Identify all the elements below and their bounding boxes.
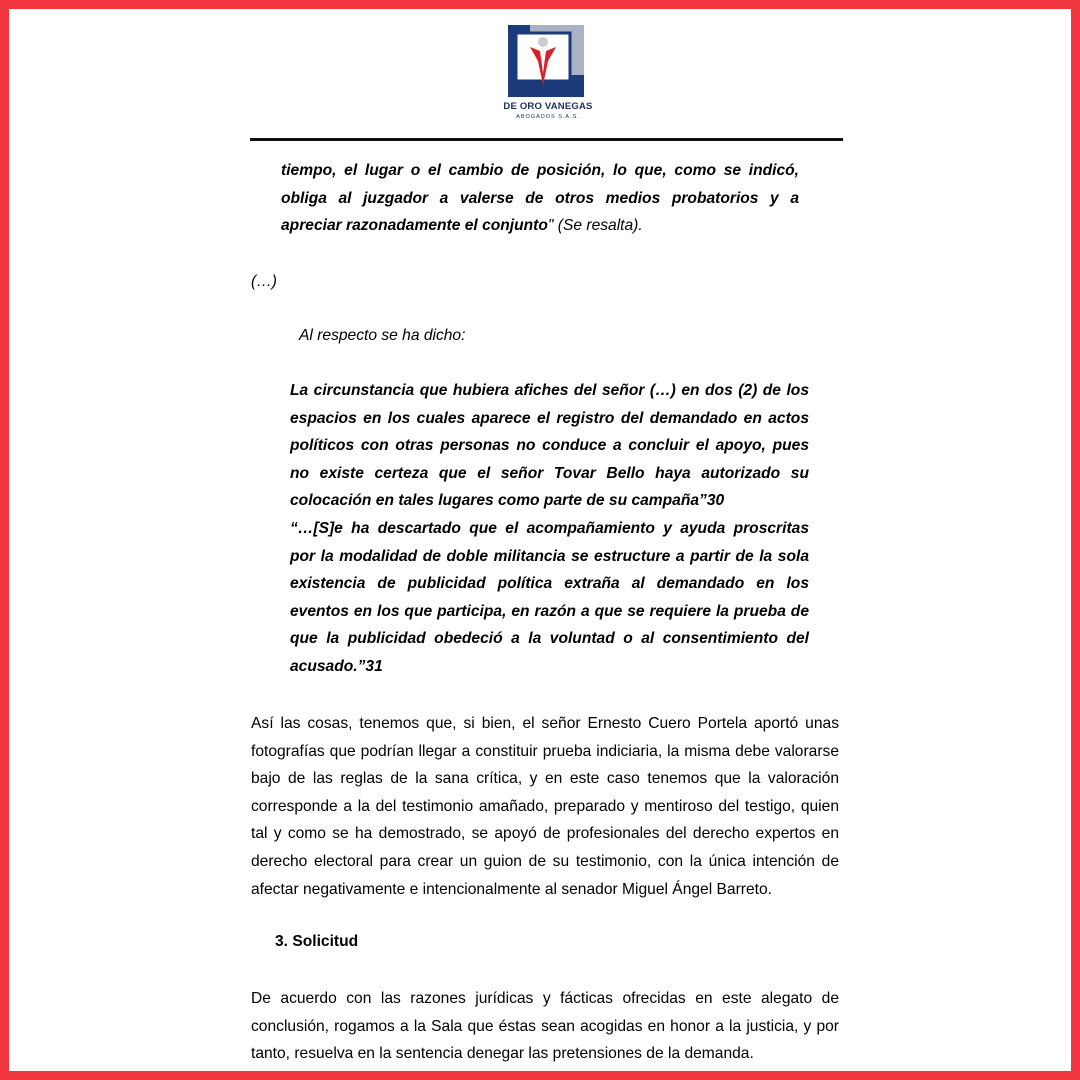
quote-line: obliga al juzgador a valerse de otros medios probatorios y a: [281, 189, 799, 207]
section-heading: 3. Solicitud: [275, 933, 359, 950]
paragraph-line: corresponde a la del testimonio amañado, preparado y mentiroso del testigo, quien: [251, 797, 839, 815]
quote-line: espacios en los cuales aparece el registro del demandado en actos: [290, 409, 809, 427]
quote-line: tiempo, el lugar o el cambio de posición, lo que, como se indicó,: [281, 162, 799, 179]
paragraph-line: tanto, resuelva en la sentencia denegar las pretensiones de la demanda.: [251, 1045, 754, 1063]
paragraph-line: afectar negativamente e intencionalmente al senador Miguel Ángel Barreto.: [251, 880, 772, 898]
quote-line: políticos con otras personas no conduce a concluir el apoyo, pues: [290, 437, 809, 455]
paragraph-line: conclusión, rogamos a la Sala que éstas sean acogidas en honor a la justicia, y por: [251, 1017, 839, 1035]
quote-line: que la publicidad obedeció a la voluntad o al consentimiento del: [290, 630, 809, 648]
intro-line: Al respecto se ha dicho:: [299, 327, 466, 344]
quote-block: [290, 377, 809, 681]
logo-emblem-icon: [498, 21, 598, 101]
firm-subtitle: ABOGADOS S.A.S.: [516, 114, 580, 120]
firm-logo: [498, 21, 598, 125]
quote-line: por la modalidad de doble militancia se estructure a partir de la sola: [290, 547, 809, 565]
quote-line: acusado.”31: [290, 657, 383, 675]
quote-line: colocación en tales lugares como parte de su campaña”30: [290, 492, 725, 510]
paragraph-line: tal y como se ha demostrado, se apoyó de profesionales del derecho expertos en: [251, 825, 839, 843]
quote-continuation: [281, 157, 799, 240]
header-divider: [250, 138, 843, 141]
quote-line-bold: apreciar razonadamente el conjunto: [281, 217, 548, 235]
quote-line: “…[S]e ha descartado que el acompañamiento y ayuda proscritas: [290, 519, 809, 537]
paragraph-line: derecho electoral para crear un guion de su testimonio, con la única intención de: [251, 852, 839, 870]
body-paragraph: [251, 710, 839, 903]
quote-line: [281, 212, 799, 240]
quote-emphasis-note: " (Se resalta).: [547, 217, 643, 235]
firm-name: DE ORO VANEGAS: [503, 101, 593, 112]
body-paragraph: [251, 985, 839, 1068]
paragraph-line: De acuerdo con las razones jurídicas y fácticas ofrecidas en este alegato de: [251, 990, 839, 1007]
quote-line: La circunstancia que hubiera afiches del señor (…) en dos (2) de los: [290, 382, 809, 399]
paragraph-line: fotografías que podrían llegar a constituir prueba indiciaria, la misma debe valorarse: [251, 742, 839, 760]
paragraph-line: Así las cosas, tenemos que, si bien, el señor Ernesto Cuero Portela aportó unas: [251, 715, 839, 732]
quote-line: eventos en los que participa, en razón a que se requiere la prueba de: [290, 602, 809, 620]
quote-line: no existe certeza que el señor Tovar Bello haya autorizado su: [290, 464, 809, 482]
ellipsis-marker: (…): [251, 273, 277, 290]
paragraph-line: bajo de las reglas de la sana crítica, y en este caso tenemos que la valoración: [251, 770, 839, 788]
quote-line: existencia de publicidad política extraña al demandado en los: [290, 575, 809, 593]
